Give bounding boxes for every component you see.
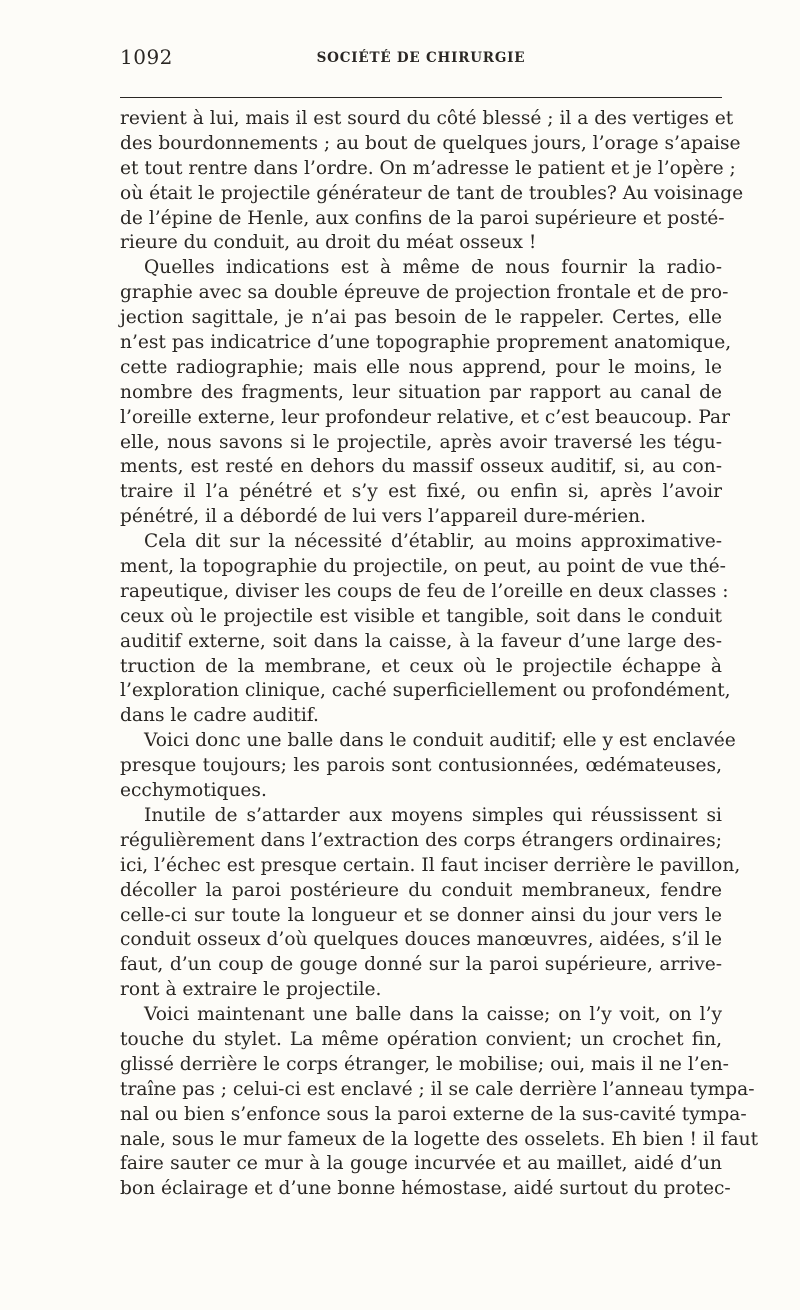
text-line: auditif externe, soit dans la caisse, à la faveur d’une large des- [120, 630, 722, 652]
text-line: Voici donc une balle dans le conduit auditif; elle y est enclavée [144, 730, 736, 752]
text-line: décoller la paroi postérieure du conduit membraneux, fendre [120, 879, 722, 901]
text-line: ceux où le projectile est visible et tangible, soit dans le conduit [120, 605, 722, 627]
text-line: ment, la topographie du projectile, on peut, au point de vue thé- [120, 556, 726, 578]
text-line: conduit osseux d’où quelques douces manœuvres, aidées, s’il le [120, 929, 722, 951]
text-line: de l’épine de Henle, aux confins de la paroi supérieure et posté- [120, 207, 725, 229]
text-line: celle-ci sur toute la longueur et se donner ainsi du jour vers le [120, 904, 722, 926]
text-line: dans le cadre auditif. [120, 705, 319, 727]
text-line: Inutile de s’attarder aux moyens simples qui réussissent si [144, 804, 722, 826]
text-line: l’exploration clinique, caché superficiellement ou profondément, [120, 680, 731, 702]
text-line: Quelles indications est à même de nous fournir la radio- [144, 257, 722, 279]
text-line: graphie avec sa double épreuve de projection frontale et de pro- [120, 282, 729, 304]
text-line: truction de la membrane, et ceux où le projectile échappe à [120, 655, 722, 677]
text-line: et tout rentre dans l’ordre. On m’adresse le patient et je l’opère ; [120, 157, 736, 179]
text-line: elle, nous savons si le projectile, après avoir traversé les tégu- [120, 431, 722, 453]
text-line: pénétré, il a débordé de lui vers l’appareil dure-mérien. [120, 506, 646, 528]
text-line: où était le projectile générateur de tant de troubles? Au voisinage [120, 182, 744, 204]
text-line: presque toujours; les parois sont contusionnées, œdémateuses, [120, 755, 722, 777]
text-line: cette radiographie; mais elle nous apprend, pour le moins, le [120, 356, 722, 378]
text-line: des bourdonnements ; au bout de quelques jours, l’orage s’apaise [120, 132, 741, 154]
text-line: régulièrement dans l’extraction des corps étrangers ordinaires; [120, 829, 722, 851]
text-line: Cela dit sur la nécessité d’établir, au moins approximative- [144, 531, 722, 553]
text-line: nal ou bien s’enfonce sous la paroi externe de la sus-cavité tympa- [120, 1103, 747, 1125]
text-line: traire il l’a pénétré et s’y est fixé, ou enfin si, après l’avoir [120, 481, 722, 503]
body-text [120, 107, 759, 1202]
text-line: faut, d’un coup de gouge donné sur la paroi supérieure, arrive- [120, 954, 722, 976]
text-line: revient à lui, mais il est sourd du côté blessé ; il a des vertiges et [120, 108, 734, 129]
text-line: rieure du conduit, au droit du méat osseux ! [120, 232, 537, 254]
text-line: ecchymotiques. [120, 780, 267, 802]
running-title: SOCIÉTÉ DE CHIRURGIE [316, 50, 526, 66]
text-line: touche du stylet. La même opération convient; un crochet fin, [120, 1028, 722, 1050]
text-line: glissé derrière le corps étranger, le mobilise; oui, mais il ne l’en- [120, 1053, 729, 1075]
text-line: traîne pas ; celui-ci est enclavé ; il se cale derrière l’anneau tympa- [120, 1078, 755, 1100]
text-line: nale, sous le mur fameux de la logette des osselets. Eh bien ! il faut [120, 1128, 759, 1150]
text-line: faire sauter ce mur à la gouge incurvée et au maillet, aidé d’un [120, 1153, 722, 1175]
text-line: ront à extraire le projectile. [120, 979, 382, 1001]
text-line: Voici maintenant une balle dans la caisse; on l’y voit, on l’y [144, 1004, 722, 1026]
text-line: jection sagittale, je n’ai pas besoin de le rappeler. Certes, elle [120, 307, 722, 329]
page-header [120, 45, 722, 81]
page-number: 1092 [120, 45, 173, 69]
text-line: l’oreille externe, leur profondeur relative, et c’est beaucoup. Par [120, 406, 731, 428]
text-line: rapeutique, diviser les coups de feu de l’oreille en deux classes : [120, 580, 729, 602]
text-line: bon éclairage et d’une bonne hémostase, aidé surtout du protec- [120, 1178, 731, 1200]
text-line: nombre des fragments, leur situation par rapport au canal de [120, 381, 722, 403]
header-rule [120, 97, 722, 98]
text-line: ments, est resté en dehors du massif osseux auditif, si, au con- [120, 456, 722, 478]
text-line: n’est pas indicatrice d’une topographie proprement anatomique, [120, 332, 732, 354]
text-line: ici, l’échec est presque certain. Il faut inciser derrière le pavillon, [120, 854, 741, 876]
